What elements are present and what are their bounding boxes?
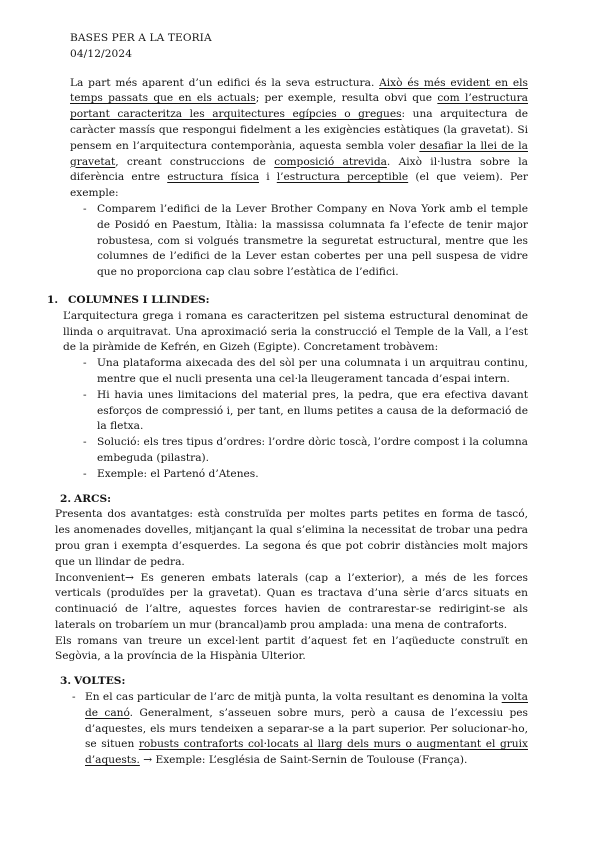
intro-paragraph: [70, 76, 528, 202]
text-run: ; per exemple, resulta obvi que: [255, 92, 438, 105]
text-run: La part més aparent d’un edifici és la seva estructura.: [70, 76, 380, 89]
section-heading: [47, 293, 528, 309]
section-number: 3.: [60, 675, 72, 688]
doc-title: BASES PER A LA TEORIA: [70, 32, 212, 44]
underlined-text-run: Això és més evident en els temps passats que en els actuals: [70, 76, 528, 105]
text-run: → Exemple: L’església de Saint-Sernin de Toulouse (França).: [139, 754, 468, 767]
section-title: COLUMNES I LLINDES:: [68, 293, 210, 306]
intro-bullet-list: [70, 202, 528, 281]
list-item: [72, 690, 528, 769]
list-item: [83, 356, 528, 388]
text-run: En el cas particular de l’arc de mitjà punta, la volta resultant es denomina la: [85, 691, 502, 704]
dash-bullet-marker: -: [72, 691, 76, 704]
dash-bullet-marker: -: [83, 388, 87, 401]
section-voltes: [55, 674, 528, 769]
section-number: 2.: [60, 492, 72, 505]
text-run: : una arquitectura de caràcter massís que respongui fidelment a les exigències estàtiques (la gravetat). Si pensem en l’arquitectura contemporània, aquesta sembla voler: [70, 108, 528, 152]
dash-bullet-marker: -: [83, 357, 87, 370]
text-run: i: [259, 171, 277, 184]
bullet-text: [85, 690, 528, 769]
bullet-text: Solució: els tres tipus d’ordres: l’ordre dòric toscà, l’ordre compost i la columna embeguda (pilastra).: [97, 436, 528, 464]
list-item: [83, 467, 528, 483]
list-item: [83, 202, 528, 281]
dash-bullet-marker: -: [83, 436, 87, 449]
list-item: [83, 435, 528, 467]
text-run: . Generalment, s’asseuen sobre murs, però a causa de l’excessiu pes d’aquestes, els murs tendeixen a separar-se a la part superior. Per solucionar-ho, se situen: [85, 706, 528, 751]
section-title: ARCS:: [74, 492, 112, 505]
list-item: [83, 388, 528, 435]
section-paragraph: Els romans van treure un excel·lent partit d’aquest fet en l’aqüeducte construït en Segòvia, a la província de la Hispània Ulterior.: [55, 634, 528, 663]
underlined-text-run: l’estructura perceptible: [276, 171, 409, 184]
bullet-text: Una plataforma aixecada des del sòl per una columnata i un arquitrau continu, mentre que el nucli presenta una cel·la lleugerament tancada d’espai intern.: [97, 357, 528, 385]
underlined-text-run: volta de canó: [85, 691, 528, 719]
dash-bullet-marker: -: [83, 467, 87, 480]
underlined-text-run: robusts contraforts col·locats al llarg dels murs o augmentant el gruix d’aquests.: [85, 738, 528, 767]
section-title: VOLTES:: [74, 675, 126, 688]
section-number: 1.: [47, 293, 59, 306]
doc-date: 04/12/2024: [70, 47, 133, 60]
text-run: (el que veiem). Per exemple:: [70, 171, 528, 200]
bullet-text: Comparem l’edifici de la Lever Brother Company en Nova York amb el temple de Posidó en Paestum, Itàlia: la massissa columnata fa l’efecte de tenir major robustesa, com si volgués transmetre la seguretat estructural, mentre que les columnes de l’edifici de la Lever estan cobertes per una pell suspesa de vidre que no proporciona cap clau sobre l’estàtica de l’edifici.: [97, 202, 528, 279]
underlined-text-run: desafiar la llei de la gravetat: [70, 139, 528, 168]
bullet-text: Hi havia unes limitacions del material pres, la pedra, que era efectiva davant esforços de compressió i, per tant, en llums petites a causa de la deformació de la fletxa.: [97, 388, 528, 433]
text-run: , creant construccions de: [115, 155, 275, 168]
section-arcs: [55, 492, 528, 666]
section-heading: [60, 674, 528, 690]
document-header: [70, 31, 528, 63]
section-bullet-list: [63, 356, 528, 482]
section-paragraph: Presenta dos avantatges: està construïda per moltes parts petites en forma de tascó, les anomenades dovelles, mitjançant la qual s’elimina la necessitat de trobar una pedra prou gran i exempta d’esquerdes. La segona és que pot cobrir distàncies molt majors que un llindar de pedra.: [55, 508, 528, 568]
underlined-text-run: composició atrevida: [274, 155, 387, 168]
section-paragraph: Inconvenient→ Es generen embats laterals (cap a l’exterior), a més de les forces verticals (produïdes per la gravetat). Quan es tractava d’una sèrie d’arcs situats en continuació de l’altre, aquestes forces havien de contrarestar-se redirigint-se als laterals on trobaríem un mur (brancal)amb prou amplada: una mena de contraforts.: [55, 571, 528, 631]
section-bullet-list: [55, 690, 528, 769]
section-columnes-i-llindes: [47, 293, 528, 483]
section-paragraph: L’arquitectura grega i romana es caracteritzen pel sistema estructural denominat de llinda o arquitravat. Una aproximació seria la construcció el Temple de la Vall, a l’est de la piràmide de Kefrén, en Gizeh (Egipte). Concretament trobàvem:: [63, 309, 528, 354]
bullet-text: Exemple: el Partenó d’Atenes.: [97, 467, 259, 480]
text-run: . Això il·lustra sobre la diferència entre: [70, 155, 528, 184]
underlined-text-run: estructura física: [167, 171, 260, 184]
underlined-text-run: com l’estructura portant caracteritza les arquitectures egípcies o gregues: [70, 92, 528, 121]
dash-bullet-marker: -: [83, 202, 87, 215]
section-heading: [60, 492, 528, 508]
